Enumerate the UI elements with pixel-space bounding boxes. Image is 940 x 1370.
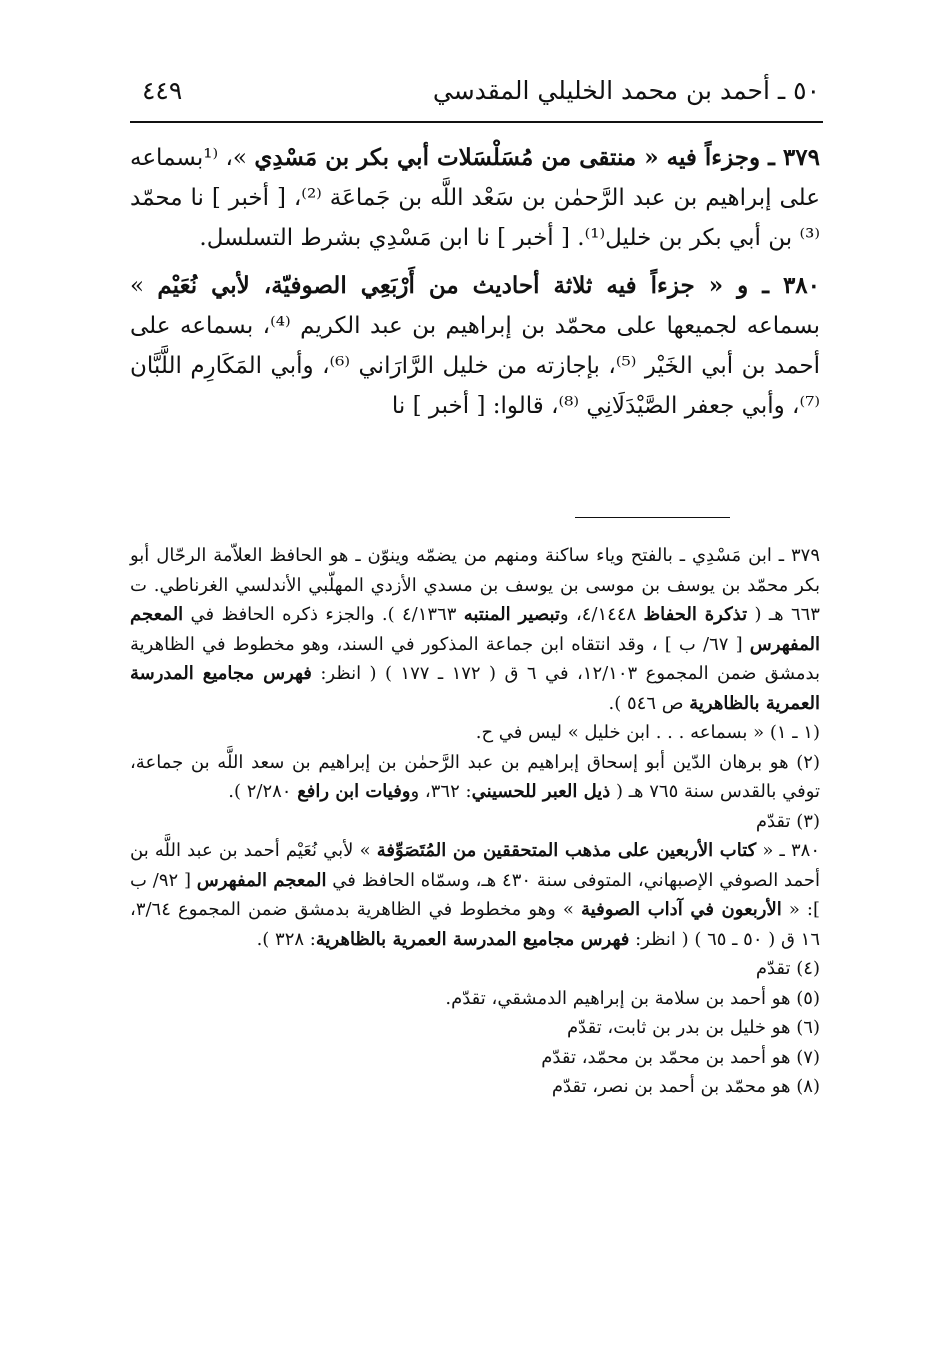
- footnote-text: » وهو مخطوط في الظاهرية بدمشق ضمن المجموع ٣/٦٤، ١٦ ق ( ٥٠ ـ ٦٥ ) ( انظر:: [130, 899, 820, 950]
- source-title: كتاب الأربعين على مذهب المتحققين من المُتَصَوِّفة: [376, 840, 757, 861]
- footnote-text: ٢/٢٨٠ ).: [228, 781, 298, 802]
- footnote-text: (٢) هو برهان الدّين أبو إسحاق إبراهيم بن عبد الرَّحمٰن بن إبراهيم بن سعد اللَّه بن جماعة، توفي بالقدس سنة ٧٦٥ هـ (: [130, 751, 820, 802]
- main-text: [130, 138, 820, 434]
- work-title: جزءاً فيه ثلاثة أحاديث من أَرْبَعِي الصوفيّة، لأبي نُعَيْم: [157, 272, 695, 299]
- footnote-379: [130, 541, 820, 718]
- footnote-380: [130, 836, 820, 954]
- source-title: تبصير المنتبه: [463, 604, 560, 625]
- footnote-2: [130, 748, 820, 807]
- footnote-text: ص ٥٤٦ ).: [608, 692, 690, 714]
- footnote-text: ٤/١٤٤٨، و: [559, 604, 644, 625]
- header-rule: [130, 121, 823, 123]
- source-title: تذكرة الحفاظ: [643, 604, 748, 625]
- source-title: فهرس مجاميع المدرسة العمرية بالظاهرية: [130, 663, 820, 714]
- footnote-text: : ٣٦٢، و: [410, 781, 472, 802]
- footnote-8: (٨) هو محمّد بن أحمد بن نصر، تقدّم: [551, 1076, 820, 1097]
- source-title: فهرس مجاميع المدرسة العمرية بالظاهرية: [315, 928, 630, 950]
- source-title: المعجم المفهرس: [196, 869, 327, 891]
- entry-body: » بسماعه لجميعها على محمّد بن إبراهيم بن عبد الكريم ⁽⁴⁾، بسماعه على أحمد بن أبي الخَيْر ⁽⁵⁾، بإجازته من خليل الرَّارَاني ⁽⁶⁾، وأبي المَكَارِم اللَّبَّان ⁽⁷⁾، وأبي جعفر الصَّيْدَلَانِي ⁽⁸⁾، قالوا: [ أخبر ] نا: [130, 273, 821, 419]
- running-title: ٥٠ ـ أحمد بن محمد الخليلي المقدسي: [432, 76, 820, 105]
- source-title: المعجم المفهرس: [130, 604, 820, 655]
- source-title: وفيات ابن رافع: [297, 781, 411, 802]
- entry-380: [130, 266, 820, 426]
- entry-intro: ـ و «: [694, 272, 783, 299]
- entry-number: ٣٨٠: [782, 272, 821, 299]
- footnote-1: (١ ـ ١) « بسماعه . . . ابن خليل » ليس في ح.: [475, 722, 820, 743]
- entry-number: ٣٧٩: [782, 144, 820, 171]
- footnote-4: (٤) تقدّم: [755, 958, 820, 979]
- source-title: ذيل العبر للحسيني: [471, 781, 611, 802]
- footnote-separator: [575, 517, 730, 518]
- entry-379: [130, 138, 820, 258]
- footnotes: [130, 541, 820, 1102]
- entry-body: »، ⁽¹بسماعه على إبراهيم بن عبد الرَّحمٰن بن سَعْد اللَّه بن جَماعَة ⁽²⁾، [ أخبر ] نا محمّد ⁽³⁾ بن أبي بكر بن خليل⁽¹⁾. [ أخبر ] نا ابن مَسْدِي بشرط التسلسل.: [130, 145, 820, 251]
- page-number: ٤٤٩: [142, 76, 183, 105]
- footnote-3: (٣) تقدّم: [755, 810, 820, 832]
- footnote-text: » لأبي نُعَيْم أحمد بن عبد اللَّه بن أحمد الصوفي الإصبهاني، المتوفى سنة ٤٣٠ هـ، وسمّاه الحافظ في: [130, 840, 821, 891]
- footnote-text: ٣٧٩ ـ ابن مَسْدِي ـ بالفتح وياء ساكنة ومنهم من يضمّه وينوّن ـ هو الحافظ العلاّمة الرحّال أبو بكر محمّد بن يوسف بن موسى بن يوسف بن مسدي الأزدي المهلّبي الأندلسي الغرناطي. ت ٦٦٣ هـ (: [130, 545, 820, 625]
- footnote-5: (٥) هو أحمد بن سلامة بن إبراهيم الدمشقي، تقدّم.: [445, 987, 820, 1009]
- footnote-text: [ ٩٢/ ب ]: «: [130, 869, 820, 920]
- footnote-6: (٦) هو خليل بن بدر بن ثابت، تقدّم: [567, 1017, 820, 1038]
- entry-intro: ـ وجزءاً فيه «: [636, 144, 783, 171]
- source-title: الأربعون في آداب الصوفية: [581, 899, 782, 920]
- footnote-text: [ ٦٧/ ب ] ، وقد انتقاه ابن جماعة المذكور في السند، وهو مخطوط في الظاهرية بدمشق ضمن المجموع ١٢/١٠٣، في ٦ ق ( ١٧٢ ـ ١٧٧ ) ( انظر:: [130, 633, 820, 684]
- footnote-text: : ٣٢٨ ).: [256, 928, 316, 950]
- footnote-7: (٧) هو أحمد بن محمّد بن محمّد، تقدّم: [541, 1046, 820, 1068]
- work-title: منتقى من مُسَلْسَلات أبي بكر بن مَسْدِي: [254, 144, 637, 171]
- footnote-text: ٣٨٠ ـ «: [756, 840, 820, 861]
- footnote-text: ٤/١٣٦٣ ). والجزء ذكره الحافظ في: [183, 604, 464, 625]
- page-header: [130, 72, 820, 118]
